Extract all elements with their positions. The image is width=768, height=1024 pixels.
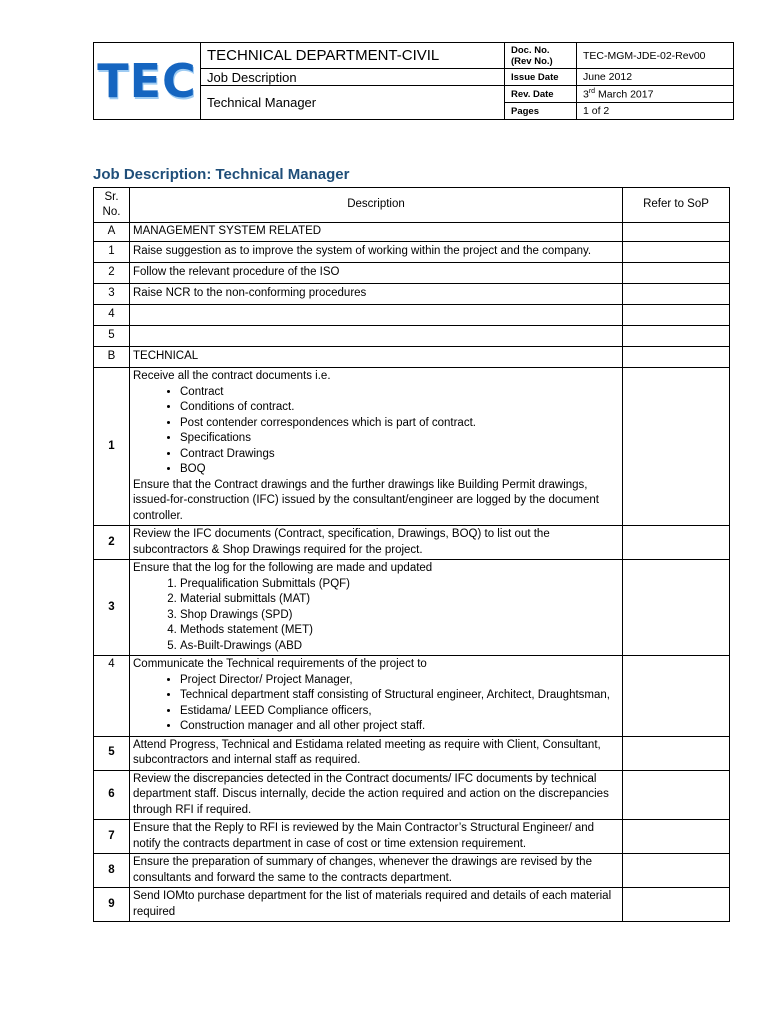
table-row <box>94 305 730 326</box>
row-sr: 5 <box>94 326 130 347</box>
section-label: TECHNICAL <box>130 347 623 368</box>
issue-date-label: Issue Date <box>505 69 577 86</box>
list-item: • Contract Drawings <box>180 447 619 463</box>
row-sr: 9 <box>94 888 130 922</box>
pages-value: 1 of 2 <box>577 103 734 120</box>
table-header-row <box>94 188 730 223</box>
list-item: 4. Methods statement (MET) <box>180 623 619 639</box>
doc-no-label-line2: (Rev No.) <box>511 55 553 67</box>
row-intro: Ensure that the log for the following are made and updated <box>133 562 433 574</box>
doc-no-label-line1: Doc. No. <box>511 44 550 56</box>
table-row <box>94 820 730 854</box>
table-row <box>94 656 730 737</box>
table-row <box>94 242 730 263</box>
row-description: Review the IFC documents (Contract, specification, Drawings, BOQ) to list out the subcontractors & Shop Drawings required for the project. <box>130 526 623 560</box>
bullet-list <box>133 673 619 735</box>
list-item: 2. Material submittals (MAT) <box>180 592 619 608</box>
row-description <box>130 368 623 526</box>
rev-date-suffix: rd <box>588 87 596 95</box>
row-intro: Receive all the contract documents i.e. <box>133 370 331 382</box>
row-sr: 6 <box>94 770 130 820</box>
sop-cell <box>623 854 730 888</box>
sop-cell <box>623 368 730 526</box>
sop-cell <box>623 305 730 326</box>
document-header <box>93 42 734 120</box>
col-sr-line1: Sr. <box>104 190 119 203</box>
sop-cell <box>623 242 730 263</box>
rev-date-rest: March 2017 <box>595 88 654 101</box>
row-sr: 1 <box>94 242 130 263</box>
row-description: Raise suggestion as to improve the system of working within the project and the company. <box>130 242 623 263</box>
col-sr-header <box>94 188 130 223</box>
table-row <box>94 560 730 656</box>
row-description <box>130 560 623 656</box>
sop-cell <box>623 326 730 347</box>
rev-date-day: 3 <box>583 88 589 101</box>
sop-cell <box>623 736 730 770</box>
sop-cell <box>623 223 730 242</box>
list-item: • Technical department staff consisting of Structural engineer, Architect, Draughtsman, <box>180 688 619 704</box>
row-sr: 8 <box>94 854 130 888</box>
table-row <box>94 368 730 526</box>
list-item: • Post contender correspondences which is part of contract. <box>180 416 619 432</box>
rev-date-label: Rev. Date <box>505 86 577 103</box>
row-description: Ensure the preparation of summary of changes, whenever the drawings are revised by the consultants and forward the same to the contracts department. <box>130 854 623 888</box>
list-item: • Project Director/ Project Manager, <box>180 673 619 689</box>
position-title: Technical Manager <box>201 86 505 120</box>
row-description: Review the discrepancies detected in the Contract documents/ IFC documents by technical department staff. Discus internally, decide the action required and action on the discrepancies through RFI if required. <box>130 770 623 820</box>
row-sr: 2 <box>94 526 130 560</box>
col-refer-header: Refer to SoP <box>623 188 730 223</box>
row-sr: 3 <box>94 560 130 656</box>
doc-no-value: TEC-MGM-JDE-02-Rev00 <box>577 43 734 69</box>
list-item: 5. As-Built-Drawings (ABD <box>180 639 619 655</box>
job-description-table <box>93 187 730 922</box>
section-row <box>94 347 730 368</box>
sop-cell <box>623 656 730 737</box>
row-description: Ensure that the Reply to RFI is reviewed by the Main Contractor’s Structural Engineer/ and notify the contracts department in case of cost or time extension requirement. <box>130 820 623 854</box>
row-sr: 1 <box>94 368 130 526</box>
table-row <box>94 770 730 820</box>
table-row <box>94 854 730 888</box>
row-description <box>130 305 623 326</box>
row-sr: 4 <box>94 305 130 326</box>
section-sr: A <box>94 223 130 242</box>
row-outro: Ensure that the Contract drawings and the further drawings like Building Permit drawings, issued-for-construction (IFC) issued by the consultant/engineer are logged by the document controller. <box>133 478 600 522</box>
table-row <box>94 284 730 305</box>
sop-cell <box>623 263 730 284</box>
sop-cell <box>623 770 730 820</box>
row-sr: 2 <box>94 263 130 284</box>
col-description-header: Description <box>130 188 623 223</box>
col-sr-line2: No. <box>102 206 121 218</box>
section-label: MANAGEMENT SYSTEM RELATED <box>130 223 623 242</box>
sop-cell <box>623 560 730 656</box>
list-item: • Specifications <box>180 431 619 447</box>
pages-label: Pages <box>505 103 577 120</box>
page-title: Job Description: Technical Manager <box>93 166 350 183</box>
sop-cell <box>623 284 730 305</box>
row-description: Follow the relevant procedure of the ISO <box>130 263 623 284</box>
sop-cell <box>623 888 730 922</box>
sop-cell <box>623 347 730 368</box>
row-description: Send IOMto purchase department for the list of materials required and details of each material required <box>130 888 623 922</box>
list-item: • Contract <box>180 385 619 401</box>
row-description <box>130 326 623 347</box>
table-row <box>94 263 730 284</box>
row-intro: Communicate the Technical requirements of the project to <box>133 658 427 670</box>
row-description: Raise NCR to the non-conforming procedures <box>130 284 623 305</box>
row-sr: 7 <box>94 820 130 854</box>
sop-cell <box>623 820 730 854</box>
rev-date-value <box>577 86 734 103</box>
table-row <box>94 326 730 347</box>
sop-cell <box>623 526 730 560</box>
logo-cell <box>94 43 201 120</box>
list-item: • Conditions of contract. <box>180 400 619 416</box>
list-item: 3. Shop Drawings (SPD) <box>180 608 619 624</box>
row-sr: 4 <box>94 656 130 737</box>
section-row <box>94 223 730 242</box>
table-row <box>94 526 730 560</box>
table-row <box>94 888 730 922</box>
bullet-list <box>133 385 619 478</box>
row-sr: 3 <box>94 284 130 305</box>
numbered-list <box>133 577 619 655</box>
row-description <box>130 656 623 737</box>
list-item: • Construction manager and all other project staff. <box>180 719 619 735</box>
row-sr: 5 <box>94 736 130 770</box>
section-sr: B <box>94 347 130 368</box>
tec-logo: TEC <box>97 54 197 108</box>
list-item: 1. Prequalification Submittals (PQF) <box>180 577 619 593</box>
doc-type: Job Description <box>201 69 505 86</box>
issue-date-value: June 2012 <box>577 69 734 86</box>
table-row <box>94 736 730 770</box>
list-item: • Estidama/ LEED Compliance officers, <box>180 704 619 720</box>
doc-no-label <box>505 43 577 69</box>
department-title: TECHNICAL DEPARTMENT-CIVIL <box>201 43 505 69</box>
row-description: Attend Progress, Technical and Estidama related meeting as require with Client, Consultant, subcontractors and internal staff as required. <box>130 736 623 770</box>
list-item: • BOQ <box>180 462 619 478</box>
